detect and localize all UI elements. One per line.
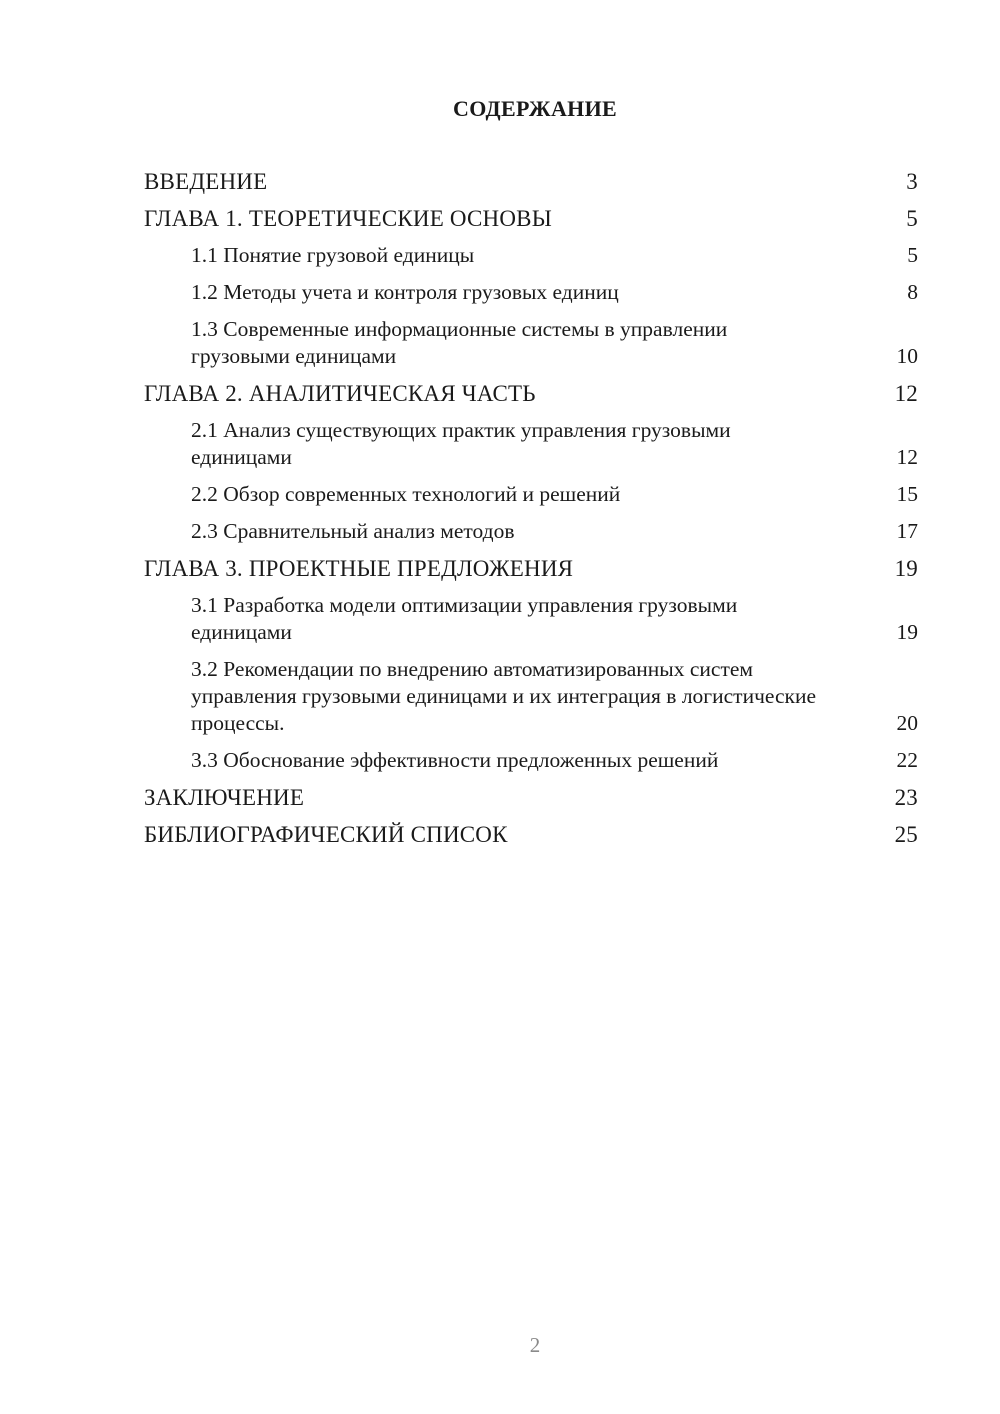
toc-entry-section-2-1[interactable] xyxy=(144,417,918,471)
toc-entry-section-3-1[interactable] xyxy=(144,592,918,646)
toc-entry-page: 3 xyxy=(906,169,918,194)
toc-entry-text: 1.2 Методы учета и контроля грузовых единиц xyxy=(191,280,619,304)
toc-entry-section-1-1[interactable] xyxy=(144,242,918,269)
toc-entry-chapter-2[interactable] xyxy=(144,380,918,407)
toc-entry-text: 1.3 Современные информационные системы в управлении грузовыми единицами xyxy=(191,317,728,368)
toc-entry-text: ГЛАВА 1. ТЕОРЕТИЧЕСКИЕ ОСНОВЫ xyxy=(144,206,552,231)
table-of-contents xyxy=(144,168,918,858)
toc-entry-page: 17 xyxy=(896,519,918,543)
toc-entry-section-1-2[interactable] xyxy=(144,279,918,306)
toc-entry-page: 25 xyxy=(894,822,918,847)
toc-entry-page: 8 xyxy=(907,280,918,304)
toc-entry-text: 3.3 Обоснование эффективности предложенных решений xyxy=(191,748,719,772)
toc-entry-page: 19 xyxy=(896,620,918,644)
toc-entry-page: 12 xyxy=(894,381,918,406)
toc-entry-text: ВВЕДЕНИЕ xyxy=(144,169,268,194)
toc-entry-page: 23 xyxy=(894,785,918,810)
toc-entry-text: ГЛАВА 2. АНАЛИТИЧЕСКАЯ ЧАСТЬ xyxy=(144,381,536,406)
toc-entry-text: ЗАКЛЮЧЕНИЕ xyxy=(144,785,305,810)
toc-entry-page: 19 xyxy=(894,556,918,581)
toc-entry-section-1-3[interactable] xyxy=(144,316,918,370)
toc-entry-page: 12 xyxy=(896,445,918,469)
toc-entry-text: 1.1 Понятие грузовой единицы xyxy=(191,243,475,267)
toc-entry-bibliography[interactable] xyxy=(144,821,918,848)
toc-entry-section-2-2[interactable] xyxy=(144,481,918,508)
toc-entry-page: 10 xyxy=(896,344,918,368)
toc-entry-section-2-3[interactable] xyxy=(144,518,918,545)
toc-entry-conclusion[interactable] xyxy=(144,784,918,811)
toc-entry-text: ГЛАВА 3. ПРОЕКТНЫЕ ПРЕДЛОЖЕНИЯ xyxy=(144,556,574,581)
toc-entry-section-3-3[interactable] xyxy=(144,747,918,774)
toc-entry-introduction[interactable] xyxy=(144,168,918,195)
toc-entry-text: 2.3 Сравнительный анализ методов xyxy=(191,519,515,543)
toc-entry-page: 22 xyxy=(896,748,918,772)
toc-entry-text: 2.1 Анализ существующих практик управления грузовыми единицами xyxy=(191,418,731,469)
page-number: 2 xyxy=(529,1333,541,1357)
page-title: СОДЕРЖАНИЕ xyxy=(453,96,617,121)
toc-entry-text: 2.2 Обзор современных технологий и решений xyxy=(191,482,621,506)
toc-entry-text: 3.1 Разработка модели оптимизации управления грузовыми единицами xyxy=(191,593,738,644)
toc-entry-page: 15 xyxy=(896,482,918,506)
toc-entry-chapter-1[interactable] xyxy=(144,205,918,232)
toc-entry-page: 5 xyxy=(907,243,918,267)
toc-entry-page: 5 xyxy=(906,206,918,231)
toc-entry-text: БИБЛИОГРАФИЧЕСКИЙ СПИСОК xyxy=(144,822,508,847)
toc-entry-section-3-2[interactable] xyxy=(144,656,918,737)
toc-entry-chapter-3[interactable] xyxy=(144,555,918,582)
toc-entry-page: 20 xyxy=(896,711,918,735)
toc-entry-text: 3.2 Рекомендации по внедрению автоматизированных систем управления грузовыми единицами и их интеграция в логистические процессы. xyxy=(191,657,817,735)
